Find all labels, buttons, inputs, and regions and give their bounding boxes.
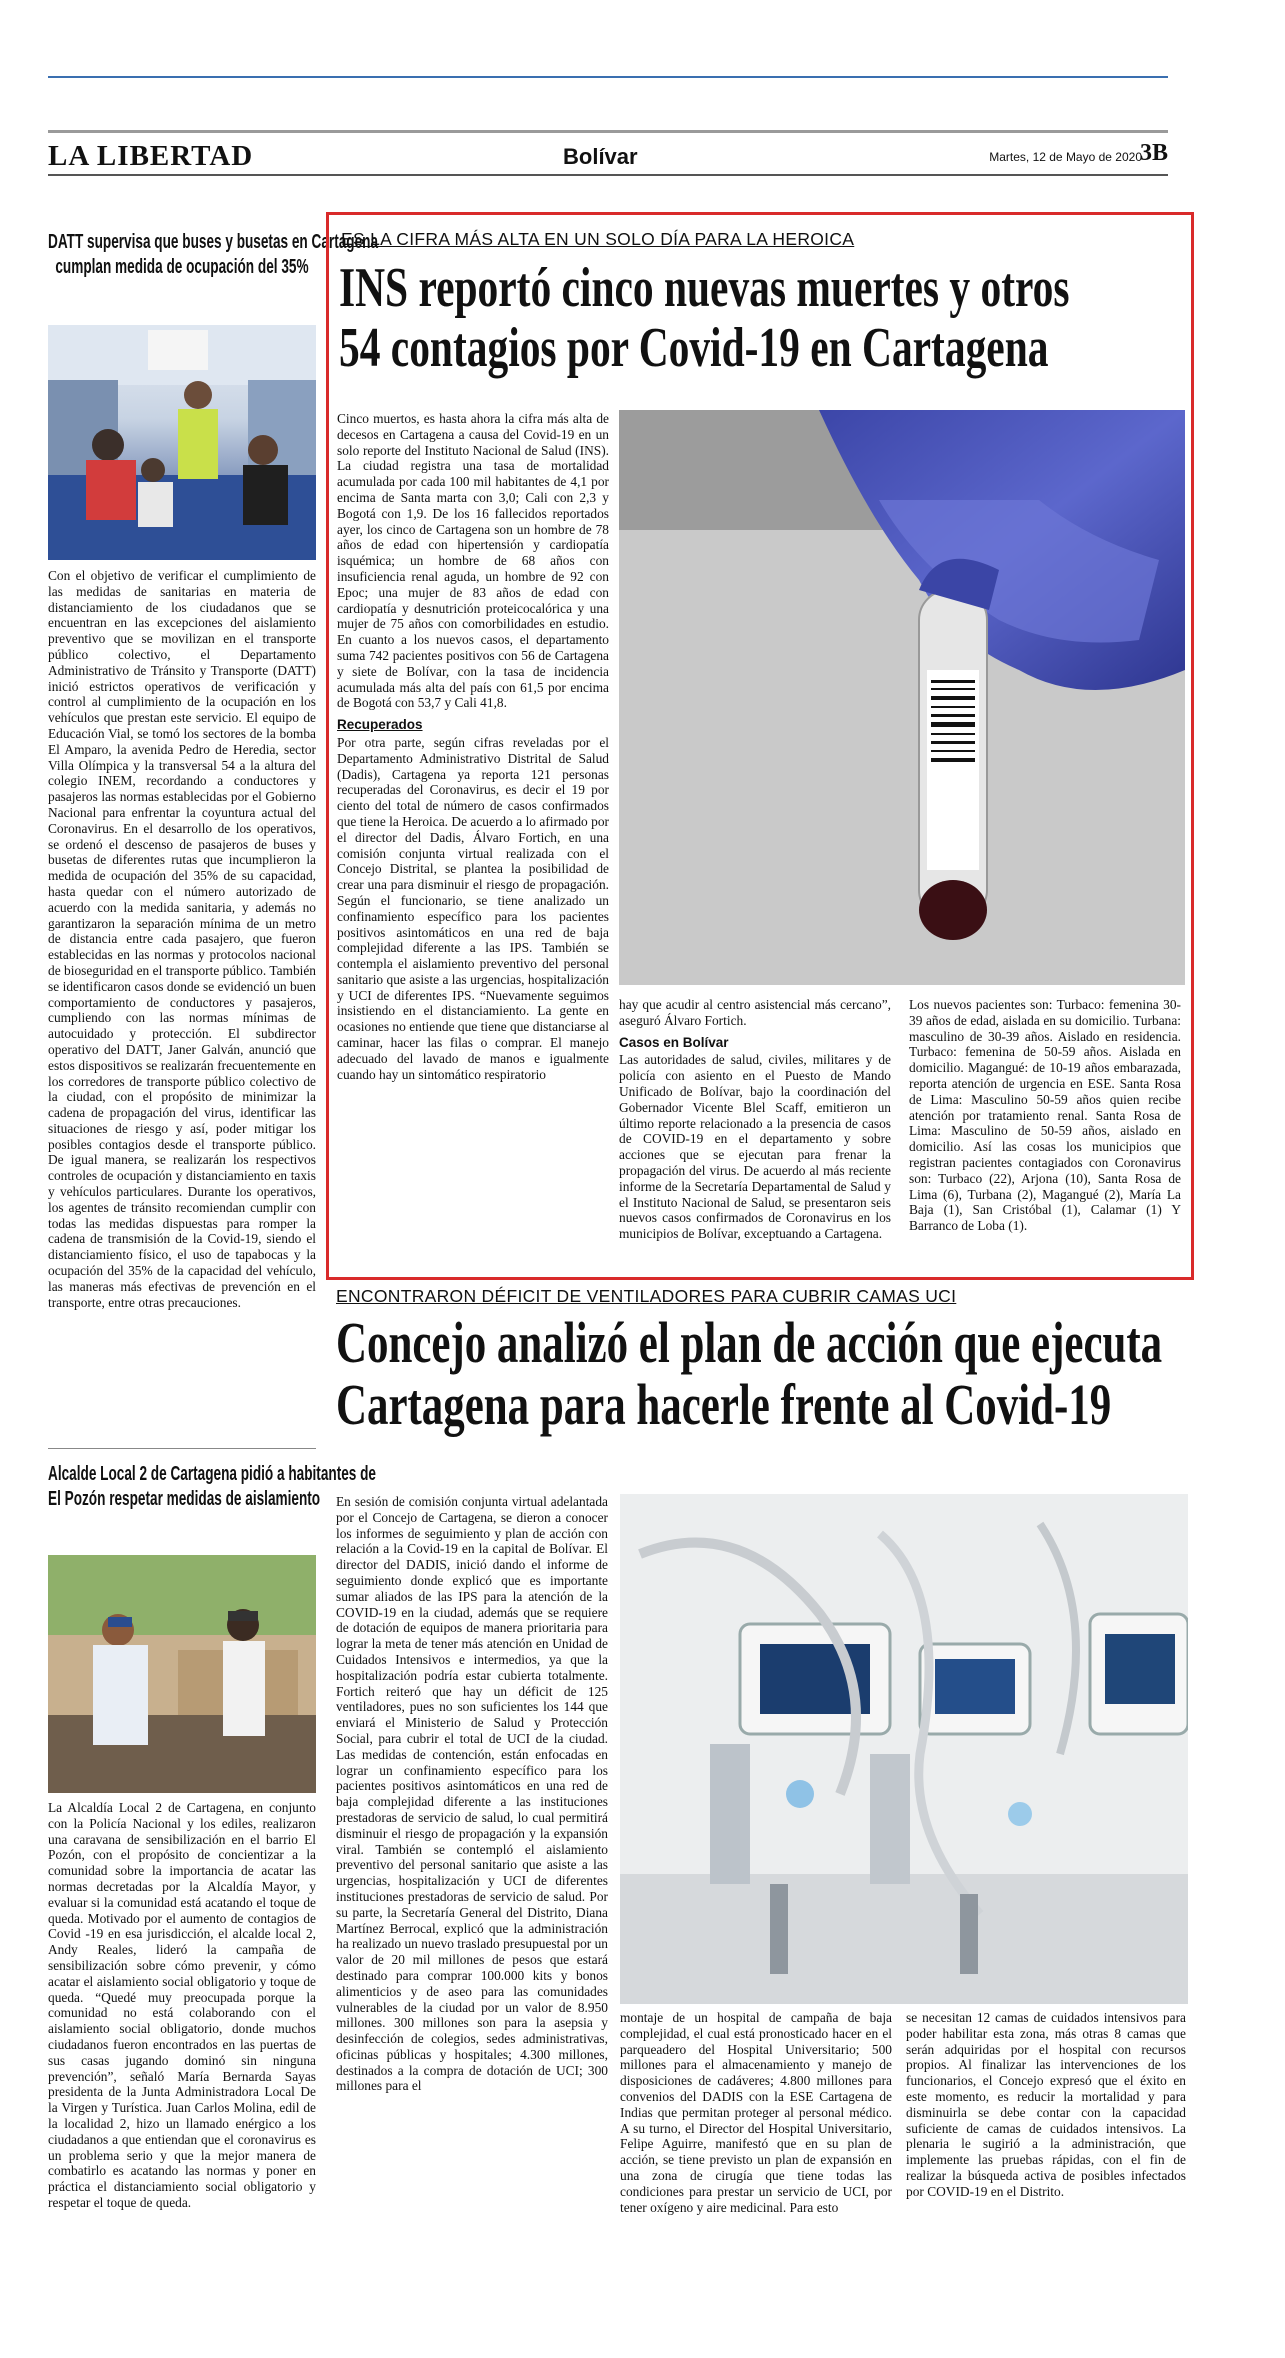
second-col-3: se necesitan 12 camas de cuidados intensivos para poder habilitar esta zona, más otras 8 camas que serán adquiridas por el hospital con recursos propios. Al finalizar las intervenciones de los funcionarios, el Concejo expresó que el éxito en este momento, es reducir la mortalidad y para disminuirla se debe contar con la capacidad suficiente de camas de cuidados intensivos. La plenaria le sugirió a la administración, que implemente las pruebas rápidas, con el fin de realizar la búsqueda activa de posibles infectados por COVID-19 en el Distrito.	[906, 2010, 1186, 2199]
feature-paragraph: Cinco muertos, es hasta ahora la cifra más alta de decesos en Cartagena a causa del Covid-19 en un solo reporte del Instituto Nacional de Salud (INS). La ciudad registra una tasa de mortalidad acumulada por cada 100 mil habitantes de 4,1 por encima de Santa marta con 3,0; Cali con 2,3 y Bogotá con 1,9. De los 16 fallecidos reportados ayer, los cinco de Cartagena son un hombre de 78 años de edad con hipertensión y cardiopatía isquémica; un hombre de 68 años con insuficiencia renal aguda, un hombre de 92 con Epoc; una mujer de 83 años de edad con cardiopatía y desnutrición proteicocalórica y una mujer de 75 años con comorbilidades en estudio. En cuanto a los nuevos casos, el departamento suma 742 pacientes positivos con 56 de Cartagena y siete de Bolívar, con la tasa de incidencia acumulada más alta del país con 61,5 por encima de Bogotá con 53,7 y Cali 41,8.	[337, 411, 609, 711]
feature-subhead-bolivar: Casos en Bolívar	[619, 1034, 729, 1050]
masthead	[48, 138, 1168, 172]
feature-kicker: ES LA CIFRA MÁS ALTA EN UN SOLO DÍA PARA LA HEROICA	[341, 229, 855, 249]
feature-paragraph: Por otra parte, según cifras reveladas por el Departamento Administrativo Distrital de Salud (Dadis), Cartagena ya reporta 121 personas recuperadas del Coronavirus, es decir el 19 por ciento del total de número de casos confirmados que tiene la Heroica. De acuerdo a lo afirmado por el director del Dadis, Álvaro Fortich, en una comisión conjunta virtual realizada con el Concejo Distrital, se plantea la posibilidad de crear una para disminuir el riesgo de propagación. Según el funcionario, se tiene analizado un confinamiento específico para los pacientes positivos asintomáticos en una red de baja complejidad diferente a las IPS. También se contempla el aislamiento preventivo del personal sanitario que asiste a las urgencias, hospitalización y UCI de diferentes IPS. “Nuevamente seguimos insistiendo en el distanciamiento. La gente en ocasiones no entiende que tiene que distanciarse al caminar, hacer las filas o comprar. El manejo adecuado del lavado de manos e igualmente cuando hay un sintomático respiratorio	[337, 734, 609, 1082]
second-col-2: montaje de un hospital de campaña de baja complejidad, el cual está pronosticado hacer en el parqueadero del Hospital Universitario; 500 millones para el almacenamiento y manejo de disposiciones de cadáveres; 4.800 millones para convenios del DADIS con la ESE Cartagena de Indias que permitan proteger al personal médico. A su turno, el Director del Hospital Universitario, Felipe Aguirre, manifestó que en su plan de acción, se tiene previsto un plan de expansión en una zona de cirugía que tiene todas las condiciones para prestar un servicio de UCI, por tener oxígeno y aire medicinal. Para esto	[620, 2010, 892, 2215]
left-story-1-headline	[48, 230, 379, 280]
masthead-rule-top	[48, 130, 1168, 133]
gloved-hand-test-tube-photo	[619, 410, 1185, 985]
headline-line: cumplan medida de ocupación del 35%	[55, 256, 309, 278]
feature-headline-line2: 54 contagios por Covid-19 en Cartagena	[339, 317, 1049, 379]
feature-headline-line1: INS reportó cinco nuevas muertes y otros	[339, 257, 1070, 319]
feature-paragraph: Las autoridades de salud, civiles, militares y de policía con asiento en el Puesto de Mando Unificado de Bolívar, bajo la coordinación del Gobernador Vicente Blel Scaff, emitieron un último reporte relacionado a la presencia de casos de COVID-19 en el departamento y sobre acciones que se ejecutan para frenar la propagación del virus. De acuerdo al más reciente informe de la Secretaría Departamental de Salud y el Instituto Nacional de Salud, se presentaron seis nuevos casos confirmados de Coronavirus en los municipios de Bolívar, exceptuando a Cartagena.	[619, 1052, 891, 1242]
left-story-2-headline	[48, 1462, 377, 1512]
section-name: Bolívar	[563, 144, 638, 169]
bus-interior-photo	[48, 325, 316, 560]
left-story-2-body: La Alcaldía Local 2 de Cartagena, en conjunto con la Policía Nacional y los ediles, realizaron una caravana de sensibilización en el barrio El Pozón, con el propósito de concientizar a la comunidad sobre la importancia de acatar las normas decretadas por la Alcaldía Mayor, y evaluar si la comunidad está acatando el toque de queda. Motivado por el aumento de contagios de Covid -19 en esa jurisdicción, el alcalde local 2, Andy Reales, lideró la campaña de sensibilización sobre cómo prevenir, y cómo acatar el aislamiento social obligatorio y toque de queda. “Quedé muy preocupada porque la comunidad no está colaborando con el aislamiento social obligatorio, donde muchos ciudadanos fueron encontrados en las puertas de sus casas jugando dominó sin ninguna prevención”, señaló María Bernarda Sayas presidenta de la Junta Administradora Local De la Virgen y Turística. Juan Carlos Molina, edil de la localidad 2, hizo un llamado enérgico a los ciudadanos a que entiendan que el coronavirus es un problema serio y que la mejor manera de combatirlo es acatando las normas y poner en práctica el distanciamiento social obligatorio y respetar el toque de queda.	[48, 1800, 316, 2210]
masthead-rule-bottom	[48, 174, 1168, 176]
street-photo	[48, 1555, 316, 1793]
feature-paragraph: hay que acudir al centro asistencial más cercano”, aseguró Álvaro Fortich.	[619, 997, 891, 1028]
second-headline-line2: Cartagena para hacerle frente al Covid-19	[336, 1372, 1112, 1437]
headline-line: El Pozón respetar medidas de aislamiento	[48, 1488, 321, 1510]
second-headline-line1: Concejo analizó el plan de acción que ejecuta	[336, 1310, 1163, 1375]
feature-paragraph: Los nuevos pacientes son: Turbaco: femenina 30-39 años de edad, aislada en su domicilio. Turbana: masculino de 30-39 años. Aislado en residencia. Turbaco: femenina de 50-59 años. Aislada en domicilio. Magangué: de 10-19 años embarazada, reporta atención de urgencia en ESE. Santa Rosa de Lima: Masculino 50-59 años quien recibe atención por tratamiento renal. Santa Rosa de Lima: Masculino de 50-59 años, aislado en domicilio. Así las cosas los municipios que registran pacientes contagiados con Coronavirus son: Turbaco (22), Arjona (10), Santa Rosa de Lima (6), Turbana (2), Magangué (2), María La Baja (1), San Cristóbal (1), Calamar (1) Y Barranco de Loba (1).	[909, 997, 1181, 1234]
paper-name: LA LIBERTAD	[48, 140, 254, 172]
issue-date: Martes, 12 de Mayo de 2020	[989, 150, 1142, 164]
feature-col-2	[619, 997, 891, 1242]
feature-col-3	[909, 997, 1181, 1234]
feature-col-1	[337, 411, 609, 1082]
feature-story-box	[326, 212, 1194, 1280]
second-col-1: En sesión de comisión conjunta virtual adelantada por el Concejo de Cartagena, se dieron a conocer los informes de seguimiento y plan de acción con relación a la Covid-19 en la capital de Bolívar. El director del DADIS, inició dando el informe de seguimiento donde explicó que es importante sumar aliados de las IPS para la atención de la COVID-19 en la ciudad, además que se requiere de dotación de equipos de manera prioritaria para lograr la meta de tener más atención en Unidad de Cuidados Intensivos e intermedios, ya que la hospitalización podría estar cubierta totalmente. Fortich reiteró que hay un déficit de 125 ventiladores, pues no son suficientes los 144 que enviará el Ministerio de Salud y Protección Social, para cubrir el total de UCI de la ciudad. Las medidas de contención, están enfocadas en lograr un confinamiento específico para los pacientes positivos asintomáticos en una red de baja complejidad diferente a las instituciones prestadoras de servicio de salud, lo cual permitirá disminuir el riesgo de propagación y la expansión viral. También se contempló el aislamiento preventivo del personal sanitario que asiste a las urgencias, hospitalización y UCI de diferentes instituciones prestadoras de servicio de salud. Por su parte, la Secretaría General del Distrito, Diana Martínez Berrocal, explicó que la administración ha realizado un nuevo traslado presupuestal por un valor de 20 mil millones de pesos que estará destinado para comprar 100.000 kits y bonos alimenticios y de aseo para las comunidades vulnerables de la ciudad por un valor de 8.950 millones. 300 millones son para la asepsia y desinfección de colegios, sedes administrativas, oficinas públicas y hospitales; 4.300 millones, destinados a la compra de dotación de UCI; 300 millones para el	[336, 1494, 608, 2094]
page-number: 3B	[1139, 140, 1168, 166]
second-kicker: ENCONTRARON DÉFICIT DE VENTILADORES PARA CUBRIR CAMAS UCI	[336, 1286, 957, 1306]
headline-line: Alcalde Local 2 de Cartagena pidió a habitantes de	[48, 1463, 377, 1485]
feature-subhead-recuperados: Recuperados	[337, 717, 423, 733]
left-story-1-body: Con el objetivo de verificar el cumplimiento de las medidas de sanitarias en materia de distanciamiento de los ciudadanos que se encuentran en las excepciones del aislamiento preventivo que se movilizan en el transporte público colectivo, el Departamento Administrativo de Tránsito y Transporte (DATT) inició estrictos operativos de verificación y control al cumplimiento de la ocupación en los vehículos que prestan este servicio. El equipo de Educación Vial, se tomó los sectores de la bomba El Amparo, la avenida Pedro de Heredia, sector Villa Olímpica y la transversal 54 a la altura del colegio INEM, recordando a conductores y pasajeros las normas establecidas por el Gobierno Nacional para enfrentar la coyuntura actual del Coronavirus. En el desarrollo de los operativos, se ordenó el descenso de pasajeros de buses y busetas de diferentes rutas que incumplieron la medida de ocupación del 35% de su capacidad, hasta quedar con el número autorizado de acuerdo con la medida sanitaria, y además no garantizaron la separación mínima de un metro de distancia entre cada pasajero, que fueron establecidas en las normas y protocolos nacional de bioseguridad en el transporte público. También se identificaron casos donde se evidenció un buen comportamiento de conductores y pasajeros, cumpliendo con las normas mínimas de autocuidado y protección. El subdirector operativo del DATT, Janer Galván, anunció que estos dispositivos se realizarán frecuentemente en los corredores de transporte público colectivo de la ciudad, con el propósito de minimizar la cadena de propagación del virus, identificar las situaciones de riesgo y así, poder mitigar los posibles contagios desde el transporte público. De igual manera, se realizarán los respectivos controles de ocupación y distanciamiento en taxis y vehículos particulares. Durante los operativos, los agentes de tránsito recomiendan cumplir con todas las medidas dispuestas para romper la cadena de transmisión de la Covid-19, siendo el distanciamiento físico, el uso de tapabocas y la ocupación del 35% de la capacidad del vehículo, las maneras más efectivas de prevención en el transporte, entre otras precauciones.	[48, 568, 316, 1310]
headline-line: DATT supervisa que buses y busetas en Cartagena	[48, 231, 379, 253]
top-rule	[48, 76, 1168, 78]
left-divider	[48, 1448, 316, 1449]
ventilators-photo	[620, 1494, 1188, 2004]
